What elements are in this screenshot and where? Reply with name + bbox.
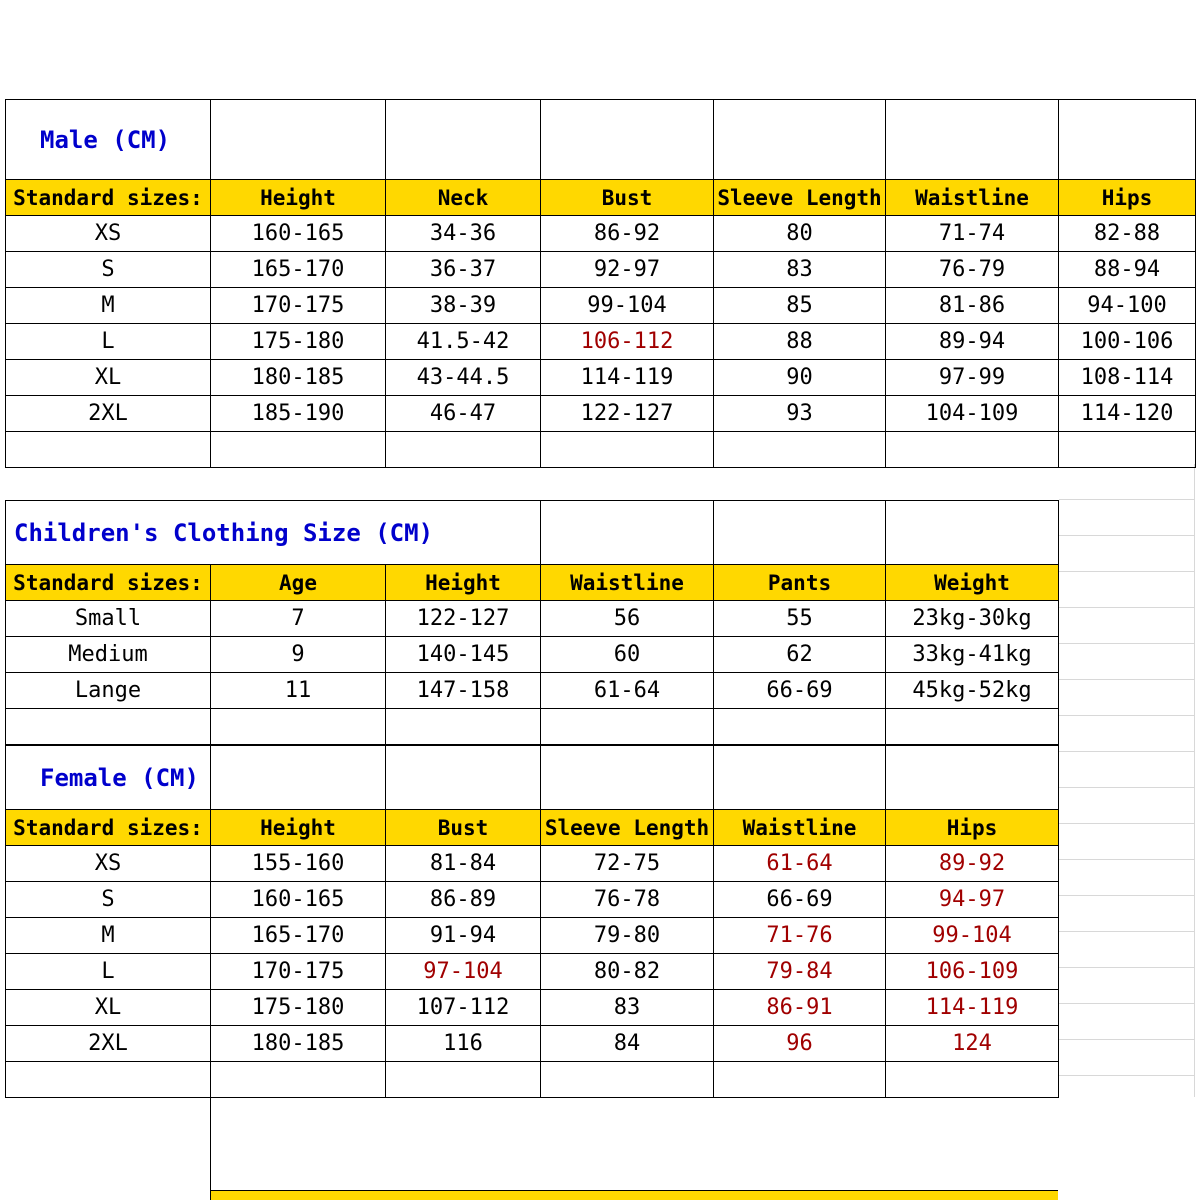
- column-header: Height: [211, 810, 386, 846]
- value-cell: 124: [886, 1026, 1059, 1062]
- empty-cell: [6, 432, 211, 468]
- value-cell: 85: [714, 288, 886, 324]
- empty-cell: [211, 100, 386, 180]
- empty-cell: [714, 1062, 886, 1098]
- column-divider-line: [210, 1097, 211, 1200]
- value-cell: 80: [714, 216, 886, 252]
- value-cell: 175-180: [211, 324, 386, 360]
- value-cell: 66-69: [714, 882, 886, 918]
- empty-cell: [714, 100, 886, 180]
- size-label-cell: Medium: [6, 637, 211, 673]
- value-cell: 23kg-30kg: [886, 601, 1059, 637]
- value-cell: 106-109: [886, 954, 1059, 990]
- value-cell: 38-39: [386, 288, 541, 324]
- value-cell: 76-78: [541, 882, 714, 918]
- children-size-table: [5, 500, 1059, 745]
- empty-cell: [386, 709, 541, 745]
- empty-cell: [541, 1062, 714, 1098]
- size-row: [6, 288, 1196, 324]
- empty-cell: [386, 1062, 541, 1098]
- value-cell: 79-80: [541, 918, 714, 954]
- empty-cell: [386, 432, 541, 468]
- value-cell: 83: [541, 990, 714, 1026]
- empty-cell: [541, 501, 714, 565]
- value-cell: 83: [714, 252, 886, 288]
- value-cell: 96: [714, 1026, 886, 1062]
- value-cell: 79-84: [714, 954, 886, 990]
- value-cell: 108-114: [1059, 360, 1196, 396]
- value-cell: 71-76: [714, 918, 886, 954]
- value-cell: 61-64: [541, 673, 714, 709]
- column-header: Standard sizes:: [6, 810, 211, 846]
- empty-cell: [211, 709, 386, 745]
- empty-cell: [886, 100, 1059, 180]
- size-label-cell: XS: [6, 216, 211, 252]
- value-cell: 100-106: [1059, 324, 1196, 360]
- size-label-cell: XS: [6, 846, 211, 882]
- value-cell: 97-99: [886, 360, 1059, 396]
- size-row: [6, 252, 1196, 288]
- empty-cell: [714, 501, 886, 565]
- value-cell: 86-89: [386, 882, 541, 918]
- value-cell: 34-36: [386, 216, 541, 252]
- value-cell: 94-100: [1059, 288, 1196, 324]
- value-cell: 107-112: [386, 990, 541, 1026]
- empty-row: [6, 432, 1196, 468]
- value-cell: 81-86: [886, 288, 1059, 324]
- value-cell: 88-94: [1059, 252, 1196, 288]
- column-header: Waistline: [541, 565, 714, 601]
- value-cell: 45kg-52kg: [886, 673, 1059, 709]
- value-cell: 60: [541, 637, 714, 673]
- size-row: [6, 396, 1196, 432]
- value-cell: 114-119: [886, 990, 1059, 1026]
- empty-cell: [886, 432, 1059, 468]
- size-row: [6, 216, 1196, 252]
- value-cell: 114-119: [541, 360, 714, 396]
- empty-cell: [1059, 100, 1196, 180]
- empty-cell: [886, 501, 1059, 565]
- size-label-cell: S: [6, 252, 211, 288]
- size-row: [6, 324, 1196, 360]
- value-cell: 99-104: [886, 918, 1059, 954]
- value-cell: 160-165: [211, 882, 386, 918]
- partial-next-header-row: [211, 1190, 1058, 1200]
- value-cell: 7: [211, 601, 386, 637]
- column-header: Pants: [714, 565, 886, 601]
- male-size-table: [5, 99, 1196, 468]
- value-cell: 81-84: [386, 846, 541, 882]
- section-title-row: [6, 100, 1196, 180]
- column-header: Weight: [886, 565, 1059, 601]
- value-cell: 86-91: [714, 990, 886, 1026]
- value-cell: 147-158: [386, 673, 541, 709]
- column-header: Standard sizes:: [6, 180, 211, 216]
- value-cell: 90: [714, 360, 886, 396]
- value-cell: 61-64: [714, 846, 886, 882]
- column-header: Waistline: [886, 180, 1059, 216]
- header-row: [6, 180, 1196, 216]
- column-header: Neck: [386, 180, 541, 216]
- empty-cell: [386, 746, 541, 810]
- value-cell: 116: [386, 1026, 541, 1062]
- value-cell: 97-104: [386, 954, 541, 990]
- empty-row: [6, 1062, 1059, 1098]
- value-cell: 122-127: [386, 601, 541, 637]
- value-cell: 92-97: [541, 252, 714, 288]
- value-cell: 170-175: [211, 288, 386, 324]
- size-row: [6, 637, 1059, 673]
- column-header: Sleeve Length: [714, 180, 886, 216]
- size-row: [6, 1026, 1059, 1062]
- value-cell: 89-92: [886, 846, 1059, 882]
- empty-cell: [211, 746, 386, 810]
- size-label-cell: M: [6, 918, 211, 954]
- size-label-cell: Small: [6, 601, 211, 637]
- value-cell: 66-69: [714, 673, 886, 709]
- value-cell: 76-79: [886, 252, 1059, 288]
- size-row: [6, 673, 1059, 709]
- value-cell: 89-94: [886, 324, 1059, 360]
- value-cell: 165-170: [211, 252, 386, 288]
- value-cell: 94-97: [886, 882, 1059, 918]
- value-cell: 175-180: [211, 990, 386, 1026]
- value-cell: 88: [714, 324, 886, 360]
- column-header: Sleeve Length: [541, 810, 714, 846]
- value-cell: 62: [714, 637, 886, 673]
- size-row: [6, 882, 1059, 918]
- section-title-children: Children's Clothing Size (CM): [6, 501, 541, 565]
- size-row: [6, 954, 1059, 990]
- value-cell: 56: [541, 601, 714, 637]
- value-cell: 122-127: [541, 396, 714, 432]
- section-title-row: [6, 746, 1059, 810]
- female-size-table: [5, 745, 1059, 1098]
- empty-cell: [714, 432, 886, 468]
- size-label-cell: 2XL: [6, 396, 211, 432]
- value-cell: 41.5-42: [386, 324, 541, 360]
- value-cell: 104-109: [886, 396, 1059, 432]
- size-label-cell: M: [6, 288, 211, 324]
- value-cell: 106-112: [541, 324, 714, 360]
- empty-cell: [6, 709, 211, 745]
- empty-cell: [714, 746, 886, 810]
- value-cell: 9: [211, 637, 386, 673]
- empty-cell: [386, 100, 541, 180]
- column-header: Hips: [1059, 180, 1196, 216]
- size-label-cell: S: [6, 882, 211, 918]
- value-cell: 11: [211, 673, 386, 709]
- value-cell: 180-185: [211, 360, 386, 396]
- empty-cell: [6, 1062, 211, 1098]
- column-header: Standard sizes:: [6, 565, 211, 601]
- value-cell: 185-190: [211, 396, 386, 432]
- empty-cell: [886, 746, 1059, 810]
- value-cell: 99-104: [541, 288, 714, 324]
- empty-cell: [541, 709, 714, 745]
- size-row: [6, 846, 1059, 882]
- value-cell: 93: [714, 396, 886, 432]
- size-row: [6, 601, 1059, 637]
- empty-cell: [886, 709, 1059, 745]
- spreadsheet-gridlines: [1059, 464, 1195, 1097]
- empty-cell: [541, 100, 714, 180]
- header-row: [6, 810, 1059, 846]
- column-header: Age: [211, 565, 386, 601]
- empty-cell: [541, 432, 714, 468]
- empty-cell: [1059, 432, 1196, 468]
- size-label-cell: 2XL: [6, 1026, 211, 1062]
- size-row: [6, 360, 1196, 396]
- size-label-cell: XL: [6, 990, 211, 1026]
- value-cell: 71-74: [886, 216, 1059, 252]
- column-header: Waistline: [714, 810, 886, 846]
- value-cell: 84: [541, 1026, 714, 1062]
- column-header: Height: [386, 565, 541, 601]
- empty-row: [6, 709, 1059, 745]
- column-header: Hips: [886, 810, 1059, 846]
- empty-cell: [211, 432, 386, 468]
- value-cell: 155-160: [211, 846, 386, 882]
- size-row: [6, 918, 1059, 954]
- size-label-cell: L: [6, 954, 211, 990]
- value-cell: 140-145: [386, 637, 541, 673]
- value-cell: 43-44.5: [386, 360, 541, 396]
- value-cell: 160-165: [211, 216, 386, 252]
- value-cell: 33kg-41kg: [886, 637, 1059, 673]
- section-title-male: Male (CM): [6, 100, 211, 180]
- value-cell: 46-47: [386, 396, 541, 432]
- value-cell: 86-92: [541, 216, 714, 252]
- value-cell: 72-75: [541, 846, 714, 882]
- section-title-female: Female (CM): [6, 746, 211, 810]
- value-cell: 82-88: [1059, 216, 1196, 252]
- value-cell: 55: [714, 601, 886, 637]
- empty-cell: [886, 1062, 1059, 1098]
- header-row: [6, 565, 1059, 601]
- size-row: [6, 990, 1059, 1026]
- value-cell: 170-175: [211, 954, 386, 990]
- value-cell: 180-185: [211, 1026, 386, 1062]
- value-cell: 165-170: [211, 918, 386, 954]
- empty-cell: [714, 709, 886, 745]
- size-label-cell: Lange: [6, 673, 211, 709]
- value-cell: 114-120: [1059, 396, 1196, 432]
- size-label-cell: XL: [6, 360, 211, 396]
- value-cell: 80-82: [541, 954, 714, 990]
- column-header: Bust: [386, 810, 541, 846]
- empty-cell: [211, 1062, 386, 1098]
- size-label-cell: L: [6, 324, 211, 360]
- column-header: Bust: [541, 180, 714, 216]
- empty-cell: [541, 746, 714, 810]
- section-title-row: [6, 501, 1059, 565]
- value-cell: 36-37: [386, 252, 541, 288]
- value-cell: 91-94: [386, 918, 541, 954]
- column-header: Height: [211, 180, 386, 216]
